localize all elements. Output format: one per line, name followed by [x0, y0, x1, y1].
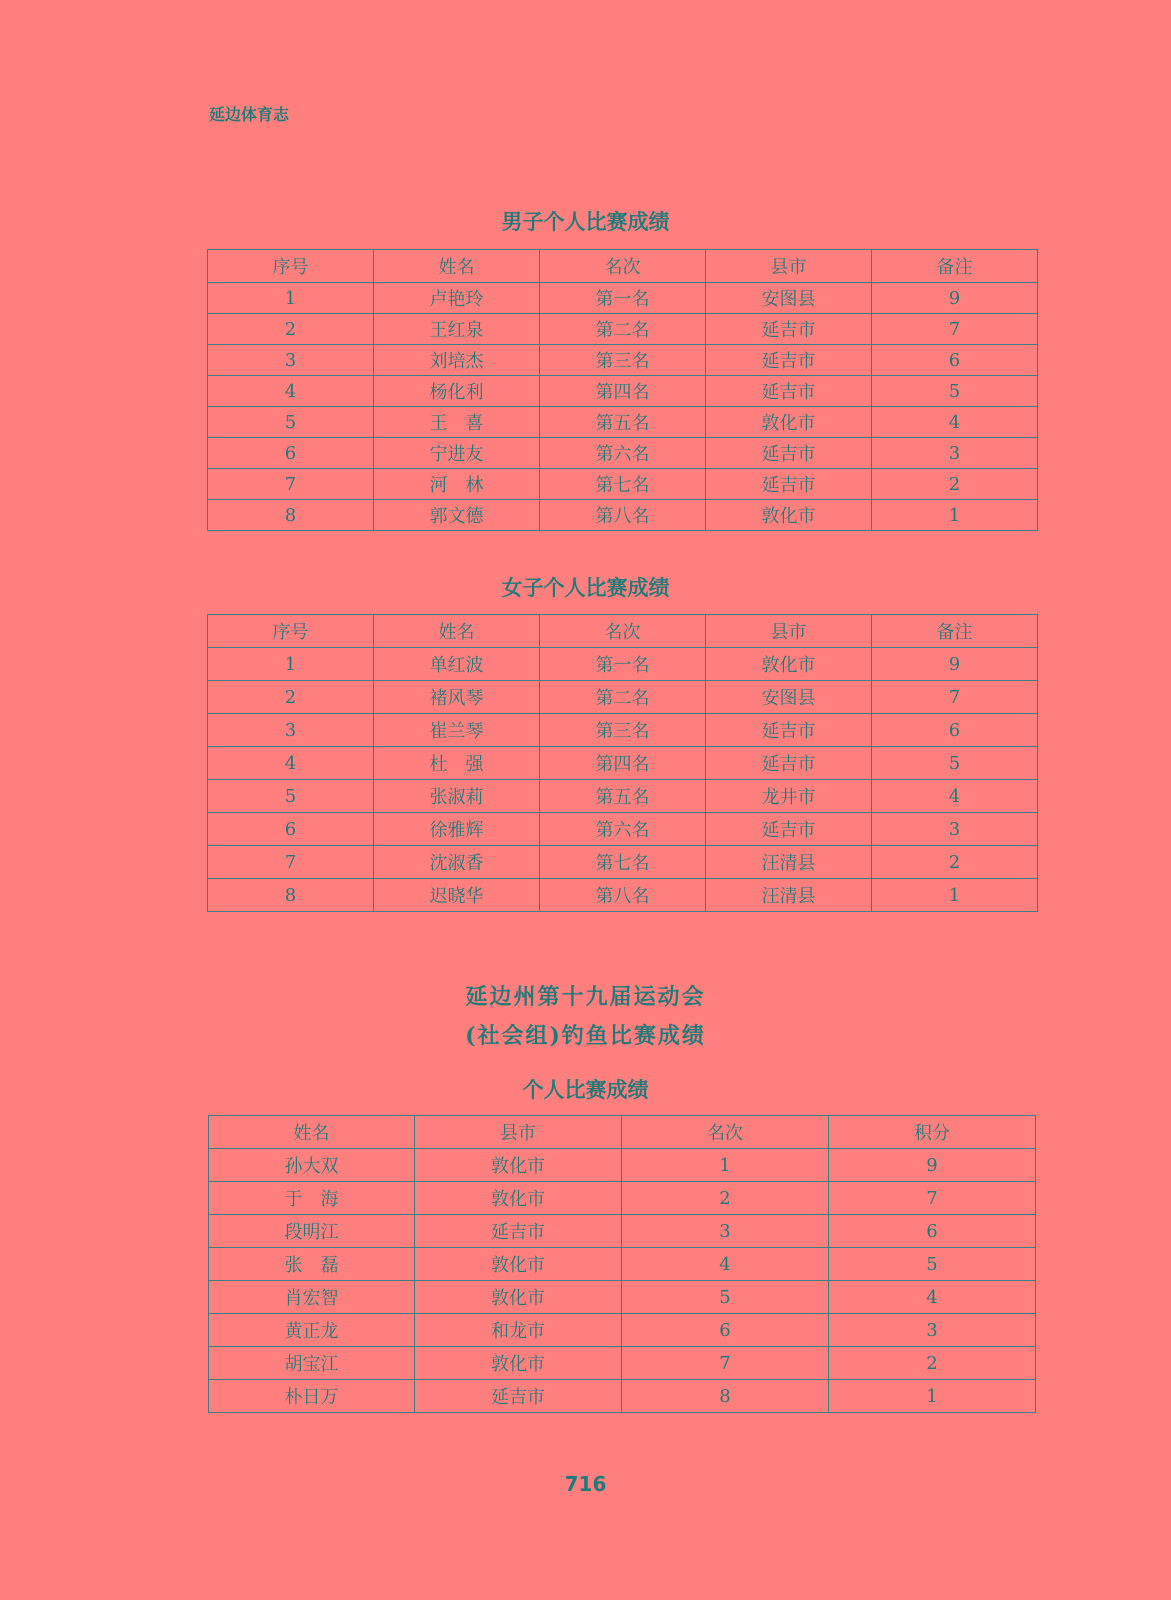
table-row — [209, 1182, 1036, 1215]
table-cell: 3 — [622, 1215, 829, 1248]
table-cell: 5 — [208, 407, 374, 438]
table-cell: 胡宝江 — [209, 1347, 415, 1380]
table-cell: 4 — [829, 1281, 1036, 1314]
table-cell: 单红波 — [374, 648, 540, 681]
table-cell: 9 — [872, 283, 1038, 314]
table-cell: 3 — [872, 438, 1038, 469]
men-results-table — [207, 249, 1038, 531]
table-cell: 9 — [829, 1149, 1036, 1182]
table-cell: 5 — [872, 376, 1038, 407]
individual-results-table — [208, 1115, 1036, 1413]
table-row — [208, 469, 1038, 500]
col-header-points: 积分 — [829, 1116, 1036, 1149]
table-cell: 敦化市 — [415, 1347, 622, 1380]
table-cell: 张 磊 — [209, 1248, 415, 1281]
table-cell: 7 — [622, 1347, 829, 1380]
table-cell: 延吉市 — [706, 747, 872, 780]
table-row — [208, 376, 1038, 407]
table-cell: 汪清县 — [706, 879, 872, 912]
table-cell: 3 — [208, 345, 374, 376]
table-cell: 3 — [872, 813, 1038, 846]
col-header-rank: 名次 — [622, 1116, 829, 1149]
table-row — [209, 1248, 1036, 1281]
table-cell: 杨化利 — [374, 376, 540, 407]
table-cell: 7 — [872, 314, 1038, 345]
table-row — [208, 438, 1038, 469]
table-cell: 朴日万 — [209, 1380, 415, 1413]
col-header-remark: 备注 — [872, 250, 1038, 283]
table-cell: 卢艳玲 — [374, 283, 540, 314]
table-cell: 延吉市 — [706, 376, 872, 407]
table-row — [208, 714, 1038, 747]
individual-table-header-row — [209, 1116, 1036, 1149]
table-cell: 第七名 — [540, 846, 706, 879]
table-cell: 王 喜 — [374, 407, 540, 438]
table-cell: 第五名 — [540, 407, 706, 438]
table-cell: 4 — [208, 376, 374, 407]
table-cell: 延吉市 — [706, 345, 872, 376]
col-header-county: 县市 — [706, 615, 872, 648]
table-cell: 刘培杰 — [374, 345, 540, 376]
table-cell: 7 — [872, 681, 1038, 714]
table-row — [208, 314, 1038, 345]
table-cell: 2 — [622, 1182, 829, 1215]
table-cell: 肖宏智 — [209, 1281, 415, 1314]
col-header-name: 姓名 — [374, 615, 540, 648]
table-cell: 和龙市 — [415, 1314, 622, 1347]
table-cell: 3 — [829, 1314, 1036, 1347]
col-header-rank: 名次 — [540, 615, 706, 648]
table-cell: 延吉市 — [415, 1380, 622, 1413]
col-header-index: 序号 — [208, 250, 374, 283]
table-cell: 张淑莉 — [374, 780, 540, 813]
table-cell: 延吉市 — [706, 438, 872, 469]
table-cell: 6 — [208, 813, 374, 846]
table-cell: 孙大双 — [209, 1149, 415, 1182]
table-cell: 2 — [872, 469, 1038, 500]
table-cell: 第五名 — [540, 780, 706, 813]
table-cell: 龙井市 — [706, 780, 872, 813]
table-cell: 敦化市 — [415, 1149, 622, 1182]
table-cell: 6 — [622, 1314, 829, 1347]
table-cell: 崔兰琴 — [374, 714, 540, 747]
table-row — [208, 345, 1038, 376]
table-cell: 沈淑香 — [374, 846, 540, 879]
table-cell: 4 — [872, 780, 1038, 813]
col-header-county: 县市 — [706, 250, 872, 283]
table-cell: 敦化市 — [706, 500, 872, 531]
table-cell: 8 — [622, 1380, 829, 1413]
table-cell: 9 — [872, 648, 1038, 681]
col-header-index: 序号 — [208, 615, 374, 648]
table-cell: 4 — [872, 407, 1038, 438]
table-cell: 王红泉 — [374, 314, 540, 345]
table-row — [209, 1149, 1036, 1182]
table-cell: 7 — [208, 469, 374, 500]
table-cell: 延吉市 — [706, 314, 872, 345]
table-cell: 敦化市 — [415, 1248, 622, 1281]
table-cell: 3 — [208, 714, 374, 747]
table-cell: 2 — [208, 314, 374, 345]
table-cell: 延吉市 — [415, 1215, 622, 1248]
table-cell: 徐雅辉 — [374, 813, 540, 846]
table-cell: 敦化市 — [415, 1281, 622, 1314]
table-cell: 第三名 — [540, 714, 706, 747]
table-cell: 5 — [829, 1248, 1036, 1281]
table-cell: 1 — [208, 283, 374, 314]
table-cell: 汪清县 — [706, 846, 872, 879]
table-cell: 5 — [622, 1281, 829, 1314]
table-row — [208, 780, 1038, 813]
table-cell: 7 — [208, 846, 374, 879]
table-row — [208, 407, 1038, 438]
table-row — [209, 1215, 1036, 1248]
col-header-name: 姓名 — [209, 1116, 415, 1149]
table-row — [208, 681, 1038, 714]
table-cell: 第七名 — [540, 469, 706, 500]
table-cell: 迟晓华 — [374, 879, 540, 912]
table-cell: 6 — [208, 438, 374, 469]
table-row — [208, 846, 1038, 879]
men-table-header-row — [208, 250, 1038, 283]
col-header-name: 姓名 — [374, 250, 540, 283]
table-cell: 1 — [872, 879, 1038, 912]
table-cell: 郭文德 — [374, 500, 540, 531]
table-row — [208, 879, 1038, 912]
table-cell: 1 — [622, 1149, 829, 1182]
table-cell: 安图县 — [706, 681, 872, 714]
table-cell: 敦化市 — [706, 648, 872, 681]
table-cell: 1 — [872, 500, 1038, 531]
table-cell: 第三名 — [540, 345, 706, 376]
table-cell: 第六名 — [540, 813, 706, 846]
table-cell: 延吉市 — [706, 714, 872, 747]
table-cell: 第四名 — [540, 376, 706, 407]
table-cell: 7 — [829, 1182, 1036, 1215]
table-cell: 4 — [622, 1248, 829, 1281]
women-results-table — [207, 614, 1038, 912]
table-cell: 第八名 — [540, 879, 706, 912]
table-cell: 第二名 — [540, 314, 706, 345]
col-header-rank: 名次 — [540, 250, 706, 283]
table-row — [209, 1314, 1036, 1347]
table-cell: 段明江 — [209, 1215, 415, 1248]
table-cell: 6 — [829, 1215, 1036, 1248]
table-cell: 2 — [872, 846, 1038, 879]
running-header: 延边体育志 — [209, 105, 290, 124]
col-header-county: 县市 — [415, 1116, 622, 1149]
page-number: 716 — [564, 1472, 607, 1496]
games-title-line1: 延边州第十九届运动会 — [465, 984, 706, 1010]
table-cell: 延吉市 — [706, 469, 872, 500]
table-row — [209, 1281, 1036, 1314]
table-cell: 6 — [872, 345, 1038, 376]
table-cell: 河 林 — [374, 469, 540, 500]
table-cell: 2 — [829, 1347, 1036, 1380]
table-row — [208, 500, 1038, 531]
table-row — [208, 813, 1038, 846]
men-results-title: 男子个人比赛成绩 — [501, 210, 670, 234]
table-cell: 延吉市 — [706, 813, 872, 846]
table-cell: 第六名 — [540, 438, 706, 469]
games-title-line2: (社会组)钓鱼比赛成绩 — [465, 1023, 706, 1049]
table-cell: 第八名 — [540, 500, 706, 531]
table-cell: 杜 强 — [374, 747, 540, 780]
col-header-remark: 备注 — [872, 615, 1038, 648]
table-cell: 2 — [208, 681, 374, 714]
table-cell: 敦化市 — [706, 407, 872, 438]
table-cell: 1 — [208, 648, 374, 681]
table-cell: 4 — [208, 747, 374, 780]
table-cell: 第四名 — [540, 747, 706, 780]
table-cell: 宁进友 — [374, 438, 540, 469]
table-cell: 5 — [872, 747, 1038, 780]
table-cell: 8 — [208, 500, 374, 531]
table-row — [209, 1380, 1036, 1413]
table-row — [209, 1347, 1036, 1380]
table-cell: 第二名 — [540, 681, 706, 714]
table-cell: 1 — [829, 1380, 1036, 1413]
table-cell: 第一名 — [540, 648, 706, 681]
table-cell: 敦化市 — [415, 1182, 622, 1215]
table-cell: 褚风琴 — [374, 681, 540, 714]
table-cell: 6 — [872, 714, 1038, 747]
table-row — [208, 283, 1038, 314]
women-results-title: 女子个人比赛成绩 — [501, 576, 670, 600]
individual-results-title: 个人比赛成绩 — [522, 1078, 649, 1102]
table-cell: 第一名 — [540, 283, 706, 314]
table-cell: 8 — [208, 879, 374, 912]
table-cell: 5 — [208, 780, 374, 813]
table-row — [208, 648, 1038, 681]
table-row — [208, 747, 1038, 780]
women-table-header-row — [208, 615, 1038, 648]
table-cell: 黄正龙 — [209, 1314, 415, 1347]
table-cell: 于 海 — [209, 1182, 415, 1215]
table-cell: 安图县 — [706, 283, 872, 314]
